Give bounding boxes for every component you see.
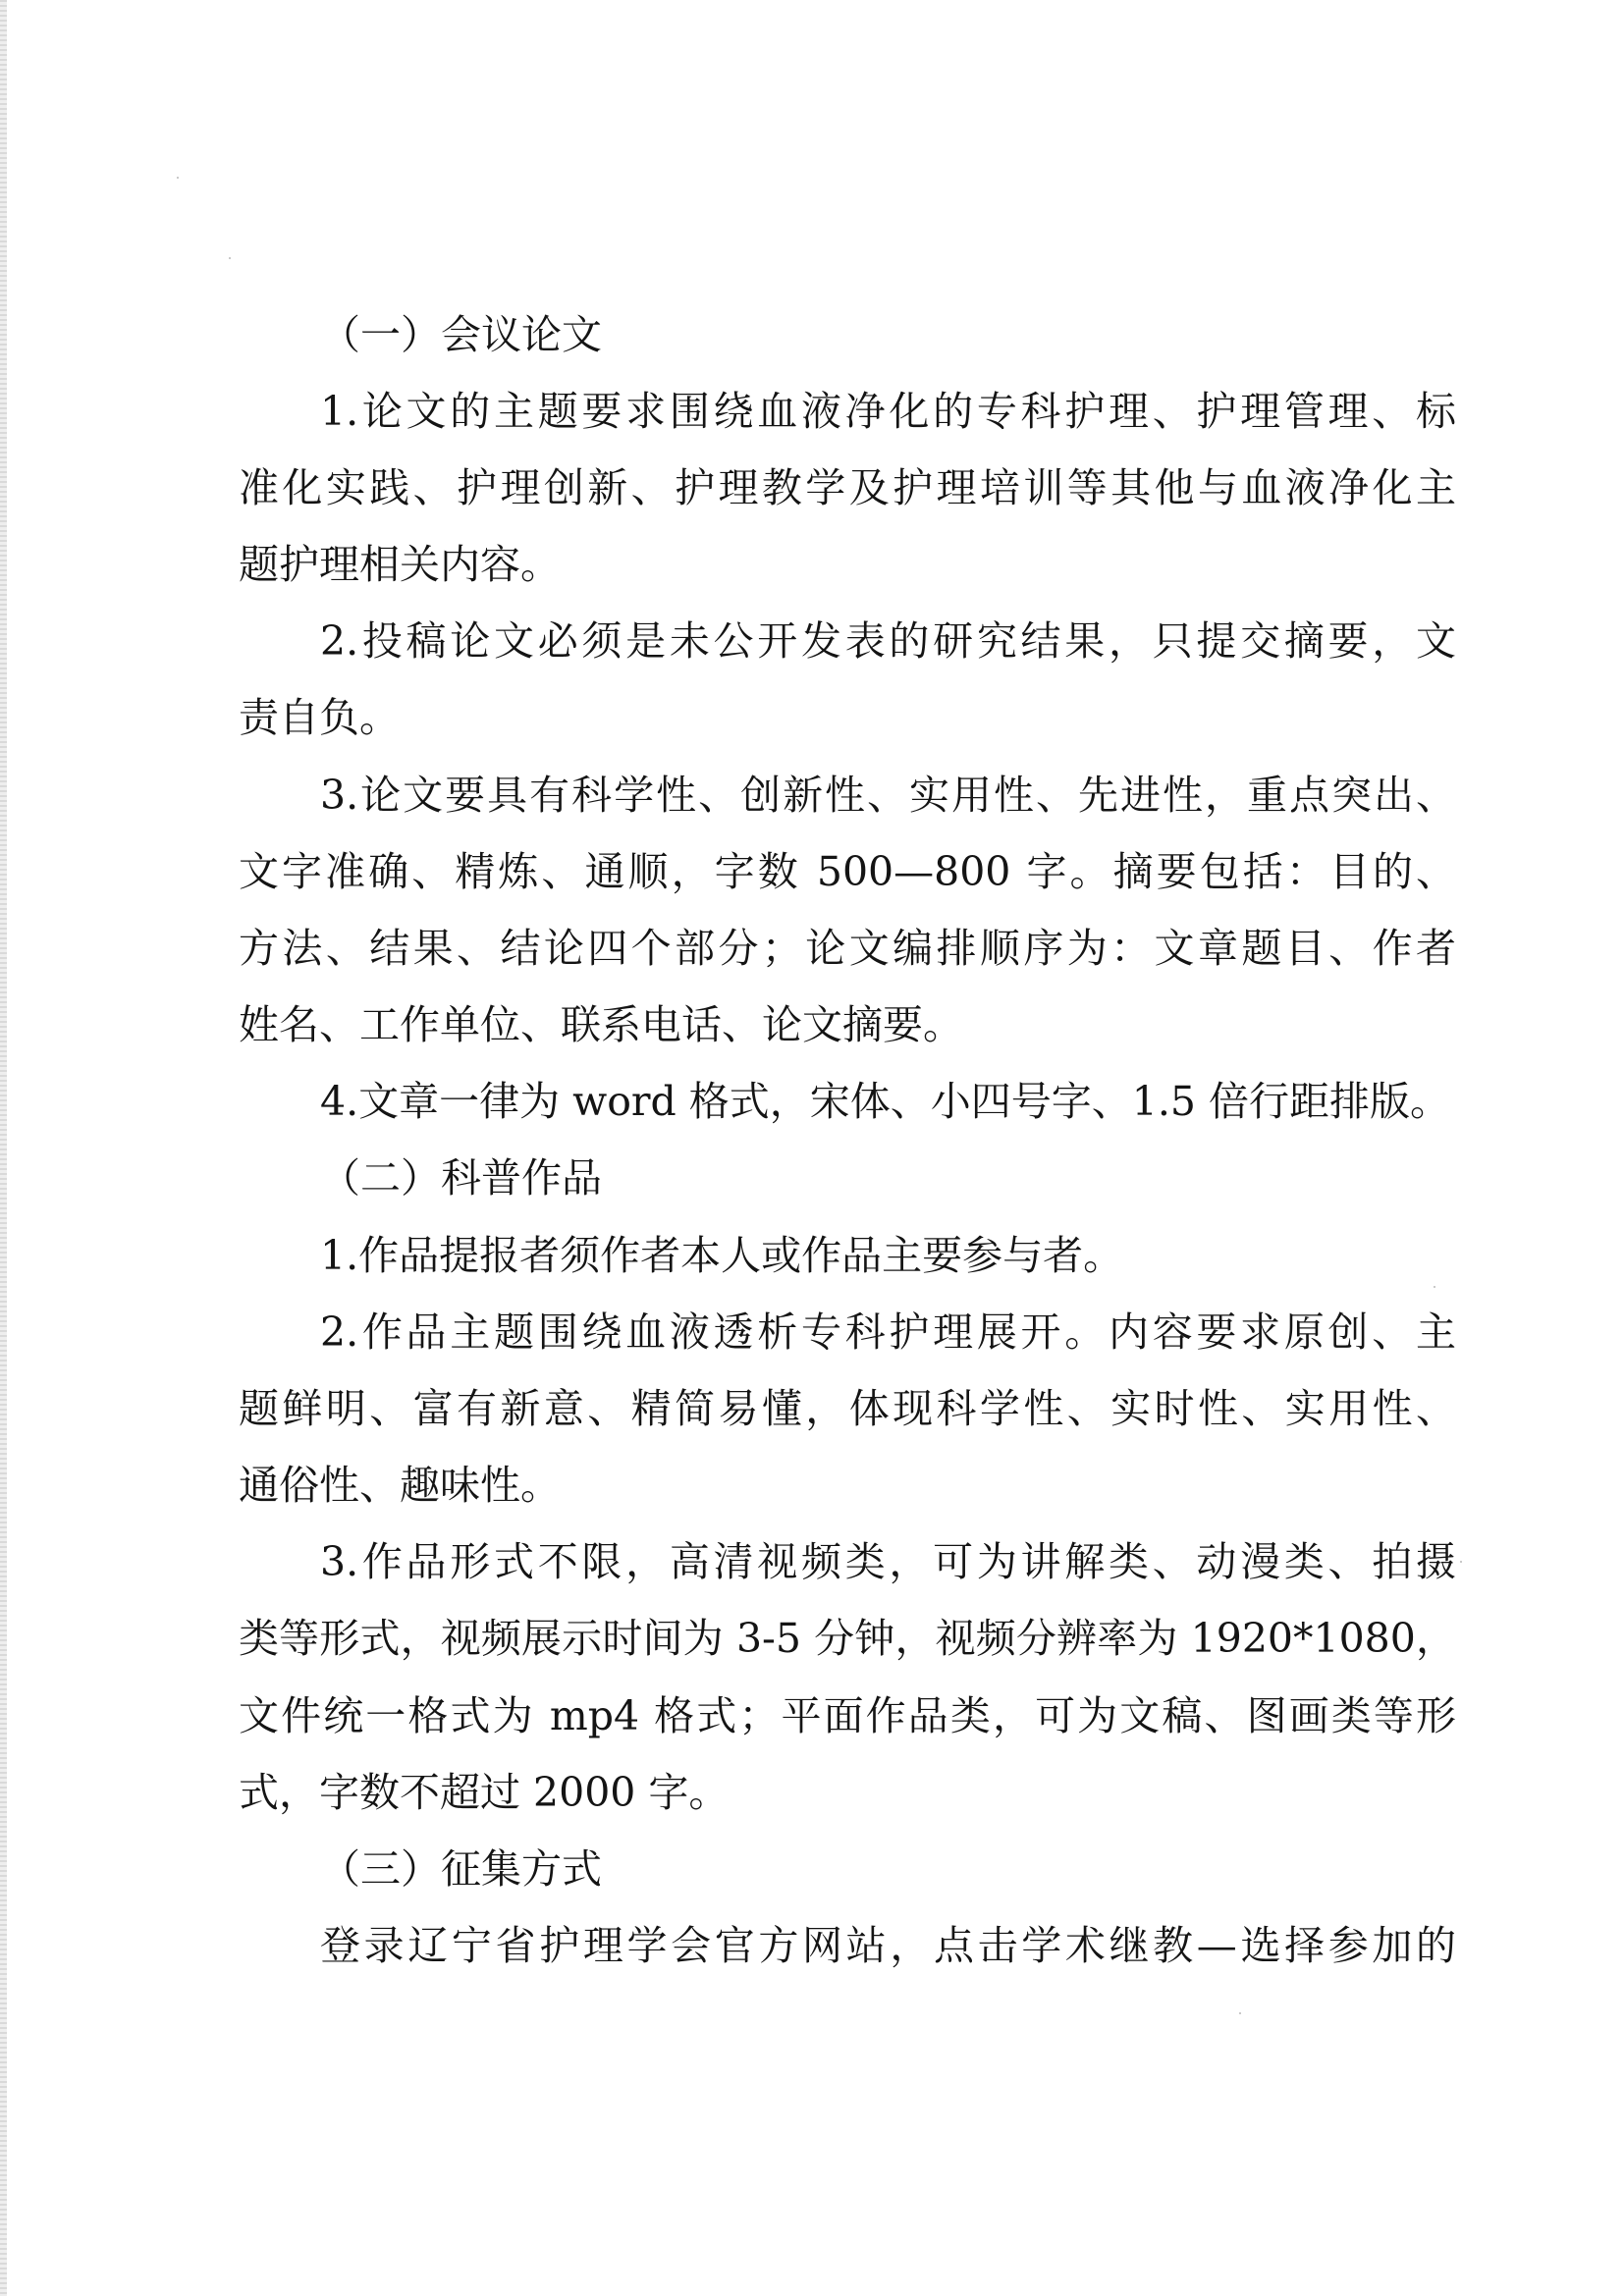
- text-line: 姓名、工作单位、联系电话、论文摘要。: [239, 1001, 963, 1048]
- text-line: 类等形式，视频展示时间为 3-5 分钟，视频分辨率为 1920*1080，: [239, 1615, 1456, 1662]
- heading-collection-method: （三）征集方式: [320, 1845, 602, 1893]
- text-line: 4.文章一律为 word 格式，宋体、小四号字、1.5 倍行距排版。: [320, 1078, 1451, 1125]
- heading-conference-papers: （一）会议论文: [320, 311, 602, 358]
- text-line: 3.论文要具有科学性、创新性、实用性、先进性，重点突出、: [320, 772, 1456, 819]
- text-line: 2.投稿论文必须是未公开发表的研究结果，只提交摘要，文: [320, 617, 1456, 665]
- text-line: 准化实践、护理创新、护理教学及护理培训等其他与血液净化主: [239, 464, 1456, 511]
- text-line: 1.论文的主题要求围绕血液净化的专科护理、护理管理、标: [320, 388, 1456, 435]
- text-line: 2.作品主题围绕血液透析专科护理展开。内容要求原创、主: [320, 1308, 1456, 1356]
- text-line: 方法、结果、结论四个部分；论文编排顺序为：文章题目、作者: [239, 925, 1456, 972]
- heading-popular-science-works: （二）科普作品: [320, 1154, 602, 1201]
- text-line: 文件统一格式为 mp4 格式；平面作品类，可为文稿、图画类等形: [239, 1692, 1456, 1739]
- text-line: 题护理相关内容。: [239, 541, 561, 588]
- text-line: 通俗性、趣味性。: [239, 1462, 561, 1509]
- text-line: 登录辽宁省护理学会官方网站，点击学术继教—选择参加的: [320, 1922, 1456, 1969]
- text-line: 1.作品提报者须作者本人或作品主要参与者。: [320, 1232, 1124, 1279]
- text-line: 题鲜明、富有新意、精简易懂，体现科学性、实时性、实用性、: [239, 1385, 1456, 1432]
- text-line: 文字准确、精炼、通顺，字数 500—800 字。摘要包括：目的、: [239, 848, 1456, 895]
- text-line: 3.作品形式不限，高清视频类，可为讲解类、动漫类、拍摄: [320, 1538, 1456, 1585]
- text-line: 责自负。: [239, 694, 400, 741]
- text-line: 式，字数不超过 2000 字。: [239, 1769, 730, 1816]
